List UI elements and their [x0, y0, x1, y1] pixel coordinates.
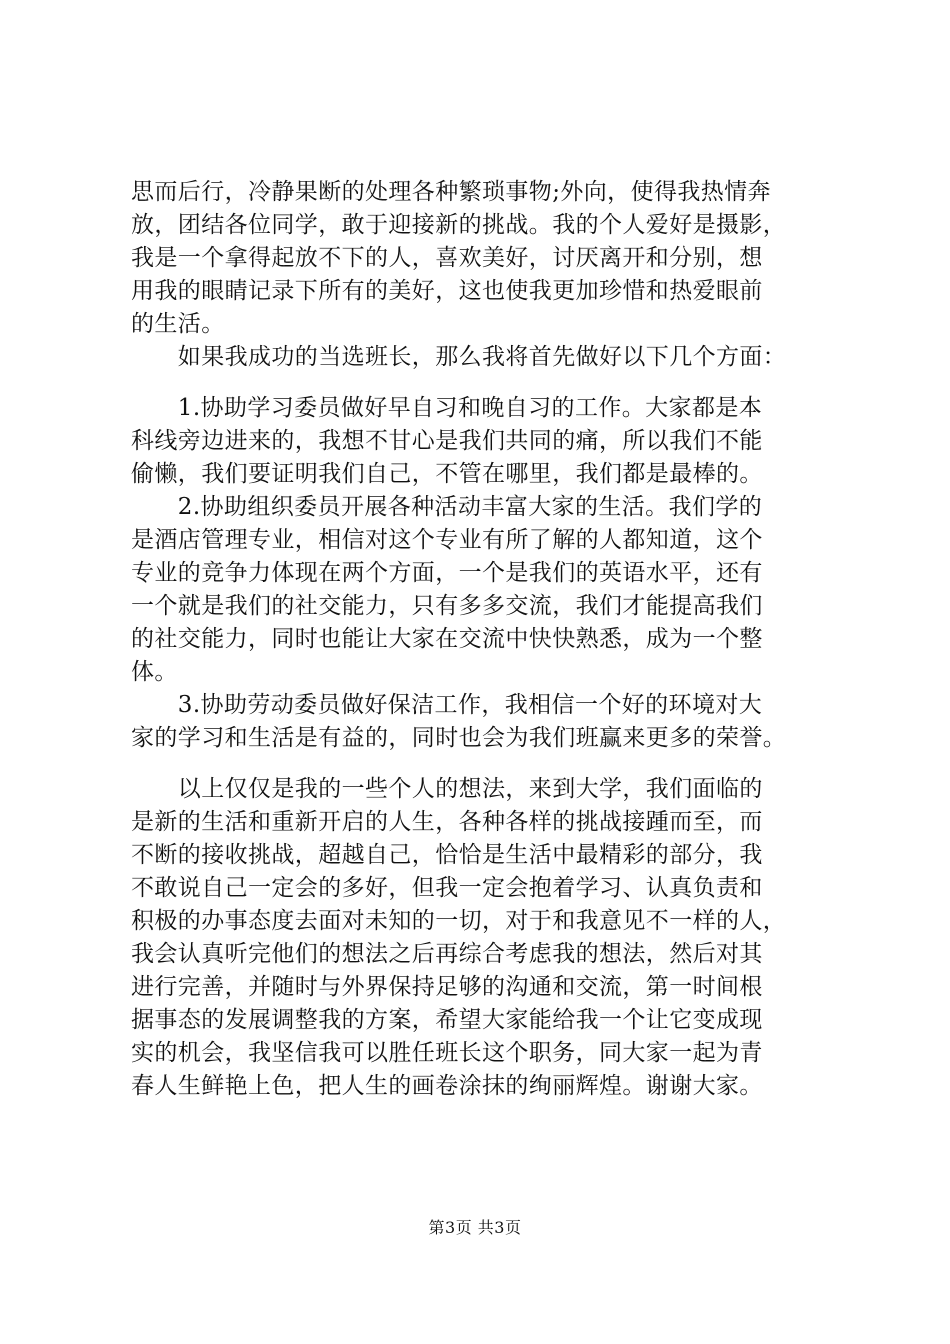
list-item-line: 3.协助劳动委员做好保洁工作，我相信一个好的环境对大: [131, 692, 763, 718]
paragraph-line: 是新的生活和重新开启的人生，各种各样的挑战接踵而至，而: [131, 809, 763, 835]
paragraph-line: 放，团结各位同学，敢于迎接新的挑战。我的个人爱好是摄影，: [131, 212, 787, 238]
list-item-line: 家的学习和生活是有益的，同时也会为我们班赢来更多的荣誉。: [131, 725, 787, 751]
paragraph-line: 如果我成功的当选班长，那么我将首先做好以下几个方面：: [131, 344, 787, 370]
list-item-line: 的社交能力，同时也能让大家在交流中快快熟悉，成为一个整: [131, 626, 763, 652]
paragraph-line: 据事态的发展调整我的方案，希望大家能给我一个让它变成现: [131, 1007, 763, 1033]
paragraph-line: 不敢说自己一定会的多好，但我一定会抱着学习、认真负责和: [131, 875, 763, 901]
paragraph-line: 进行完善，并随时与外界保持足够的沟通和交流，第一时间根: [131, 974, 763, 1000]
list-item-line: 专业的竞争力体现在两个方面，一个是我们的英语水平，还有: [131, 560, 763, 586]
page-number-footer: 第3页 共3页: [428, 1218, 522, 1237]
list-item-line: 1.协助学习委员做好早自习和晚自习的工作。大家都是本: [131, 395, 763, 421]
list-item-line: 是酒店管理专业，相信对这个专业有所了解的人都知道，这个: [131, 527, 763, 553]
paragraph-line: 我会认真听完他们的想法之后再综合考虑我的想法，然后对其: [131, 941, 763, 967]
paragraph-line: 积极的办事态度去面对未知的一切，对于和我意见不一样的人，: [131, 908, 787, 934]
list-item-line: 体。: [131, 659, 178, 685]
paragraph-line: 春人生鲜艳上色，把人生的画卷涂抹的绚丽辉煌。谢谢大家。: [131, 1073, 763, 1099]
list-item-line: 一个就是我们的社交能力，只有多多交流，我们才能提高我们: [131, 593, 763, 619]
list-item-line: 偷懒，我们要证明我们自己，不管在哪里，我们都是最棒的。: [131, 461, 763, 487]
paragraph-line: 思而后行，冷静果断的处理各种繁琐事物;外向，使得我热情奔: [131, 179, 771, 205]
paragraph-line: 实的机会，我坚信我可以胜任班长这个职务，同大家一起为青: [131, 1040, 763, 1066]
list-item-line: 2.协助组织委员开展各种活动丰富大家的生活。我们学的: [131, 494, 763, 520]
list-item-line: 科线旁边进来的，我想不甘心是我们共同的痛，所以我们不能: [131, 428, 763, 454]
paragraph-line: 的生活。: [131, 311, 225, 337]
paragraph-line: 用我的眼睛记录下所有的美好，这也使我更加珍惜和热爱眼前: [131, 278, 763, 304]
paragraph-line: 以上仅仅是我的一些个人的想法，来到大学，我们面临的: [131, 776, 763, 802]
paragraph-line: 我是一个拿得起放不下的人，喜欢美好，讨厌离开和分别，想: [131, 245, 763, 271]
paragraph-line: 不断的接收挑战，超越自己，恰恰是生活中最精彩的部分，我: [131, 842, 763, 868]
